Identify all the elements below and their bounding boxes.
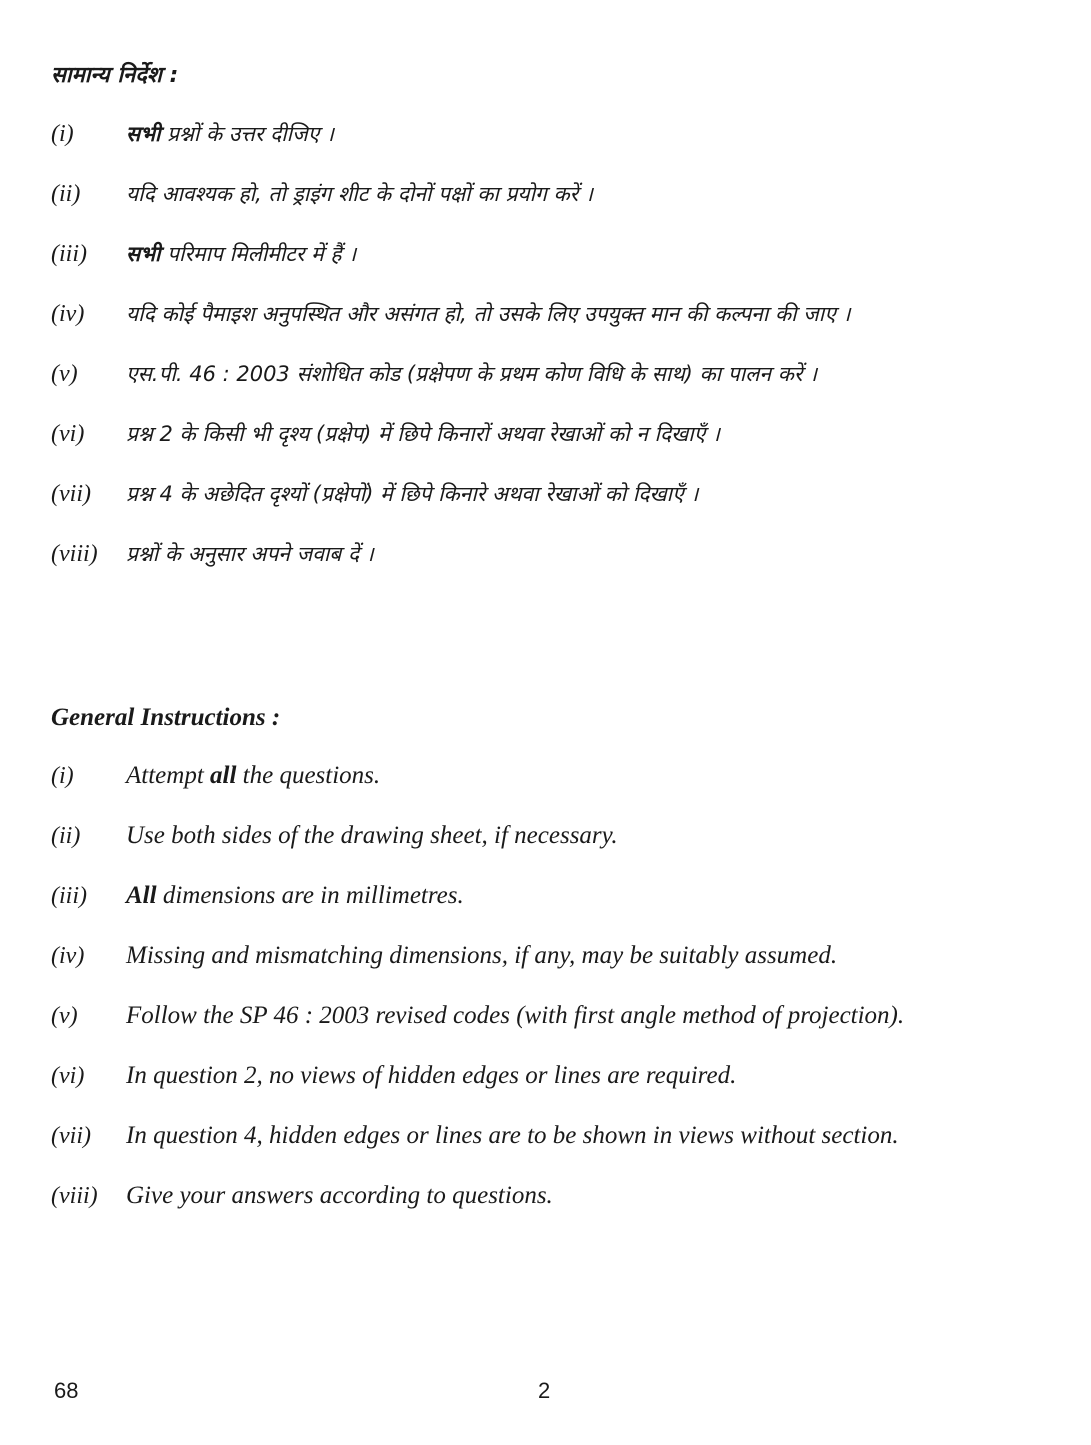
english-item	[51, 816, 983, 856]
hindi-item	[51, 354, 983, 394]
english-instructions	[51, 700, 983, 1236]
english-item	[51, 756, 983, 796]
item-number: (ii)	[51, 181, 81, 207]
item-body: dimensions are in millimetres.	[156, 882, 464, 909]
item-number: (vi)	[51, 421, 85, 447]
english-item	[51, 996, 983, 1036]
english-item	[51, 1056, 983, 1096]
english-item	[51, 1176, 983, 1216]
english-heading: General Instructions :	[51, 704, 281, 731]
item-body: प्रश्नों के उत्तर दीजिए ।	[160, 122, 334, 146]
item-text: प्रश्न 4 के अछेदित दृश्यों (प्रक्षेपों) में छिपे किनारे अथवा रेखाओं को दिखाएँ ।	[126, 482, 699, 506]
item-text	[126, 876, 983, 916]
hindi-item	[51, 114, 983, 154]
item-bold: सभी	[126, 242, 161, 266]
hindi-item	[51, 174, 983, 214]
item-number: (vii)	[51, 481, 91, 507]
page-number: 2	[538, 1378, 551, 1403]
item-bold: सभी	[126, 122, 161, 146]
hindi-heading: सामान्य निर्देश :	[51, 63, 179, 88]
item-bold: all	[210, 762, 237, 789]
hindi-instructions	[51, 58, 983, 594]
english-item	[51, 1116, 983, 1156]
item-number: (vii)	[51, 1123, 91, 1149]
item-text: प्रश्न 2 के किसी भी दृश्य (प्रक्षेप) में छिपे किनारों अथवा रेखाओं को न दिखाएँ ।	[126, 422, 720, 446]
item-number: (ii)	[51, 823, 81, 849]
item-text	[126, 234, 983, 274]
item-text: Follow the SP 46 : 2003 revised codes (with first angle method of projection).	[126, 1002, 905, 1029]
item-text: Use both sides of the drawing sheet, if necessary.	[126, 822, 618, 849]
item-text	[126, 756, 983, 796]
item-text	[126, 114, 983, 154]
item-number: (v)	[51, 1003, 78, 1029]
hindi-item	[51, 294, 983, 334]
item-body: the questions.	[236, 762, 381, 789]
item-text: In question 2, no views of hidden edges or lines are required.	[126, 1062, 737, 1089]
item-text: In question 4, hidden edges or lines are to be shown in views without section.	[126, 1122, 899, 1149]
hindi-item	[51, 474, 983, 514]
item-text: यदि आवश्यक हो, तो ड्राइंग शीट के दोनों पक्षों का प्रयोग करें ।	[126, 182, 593, 206]
hindi-item	[51, 414, 983, 454]
item-number: (vi)	[51, 1063, 85, 1089]
item-number: (i)	[51, 121, 74, 147]
item-text: Give your answers according to questions.	[126, 1182, 553, 1209]
item-body: परिमाप मिलीमीटर में हैं ।	[160, 242, 357, 266]
hindi-item	[51, 234, 983, 274]
item-text: एस.पी. 46 : 2003 संशोधित कोड (प्रक्षेपण के प्रथम कोण विधि के साथ) का पालन करें ।	[126, 362, 818, 386]
item-text: प्रश्नों के अनुसार अपने जवाब दें ।	[126, 542, 374, 566]
item-pre: Attempt	[126, 762, 211, 789]
item-number: (iv)	[51, 943, 85, 969]
item-text: यदि कोई पैमाइश अनुपस्थित और असंगत हो, तो उसके लिए उपयुक्त मान की कल्पना की जाए ।	[126, 302, 851, 326]
english-item	[51, 876, 983, 916]
item-number: (iii)	[51, 883, 87, 909]
item-number: (i)	[51, 763, 74, 789]
hindi-item	[51, 534, 983, 574]
item-number: (v)	[51, 361, 78, 387]
item-number: (viii)	[51, 541, 98, 567]
item-number: (viii)	[51, 1183, 98, 1209]
paper-code: 68	[54, 1378, 79, 1403]
item-text: Missing and mismatching dimensions, if any, may be suitably assumed.	[126, 942, 838, 969]
english-item	[51, 936, 983, 976]
item-number: (iv)	[51, 301, 85, 327]
item-bold: All	[126, 882, 157, 909]
item-number: (iii)	[51, 241, 87, 267]
